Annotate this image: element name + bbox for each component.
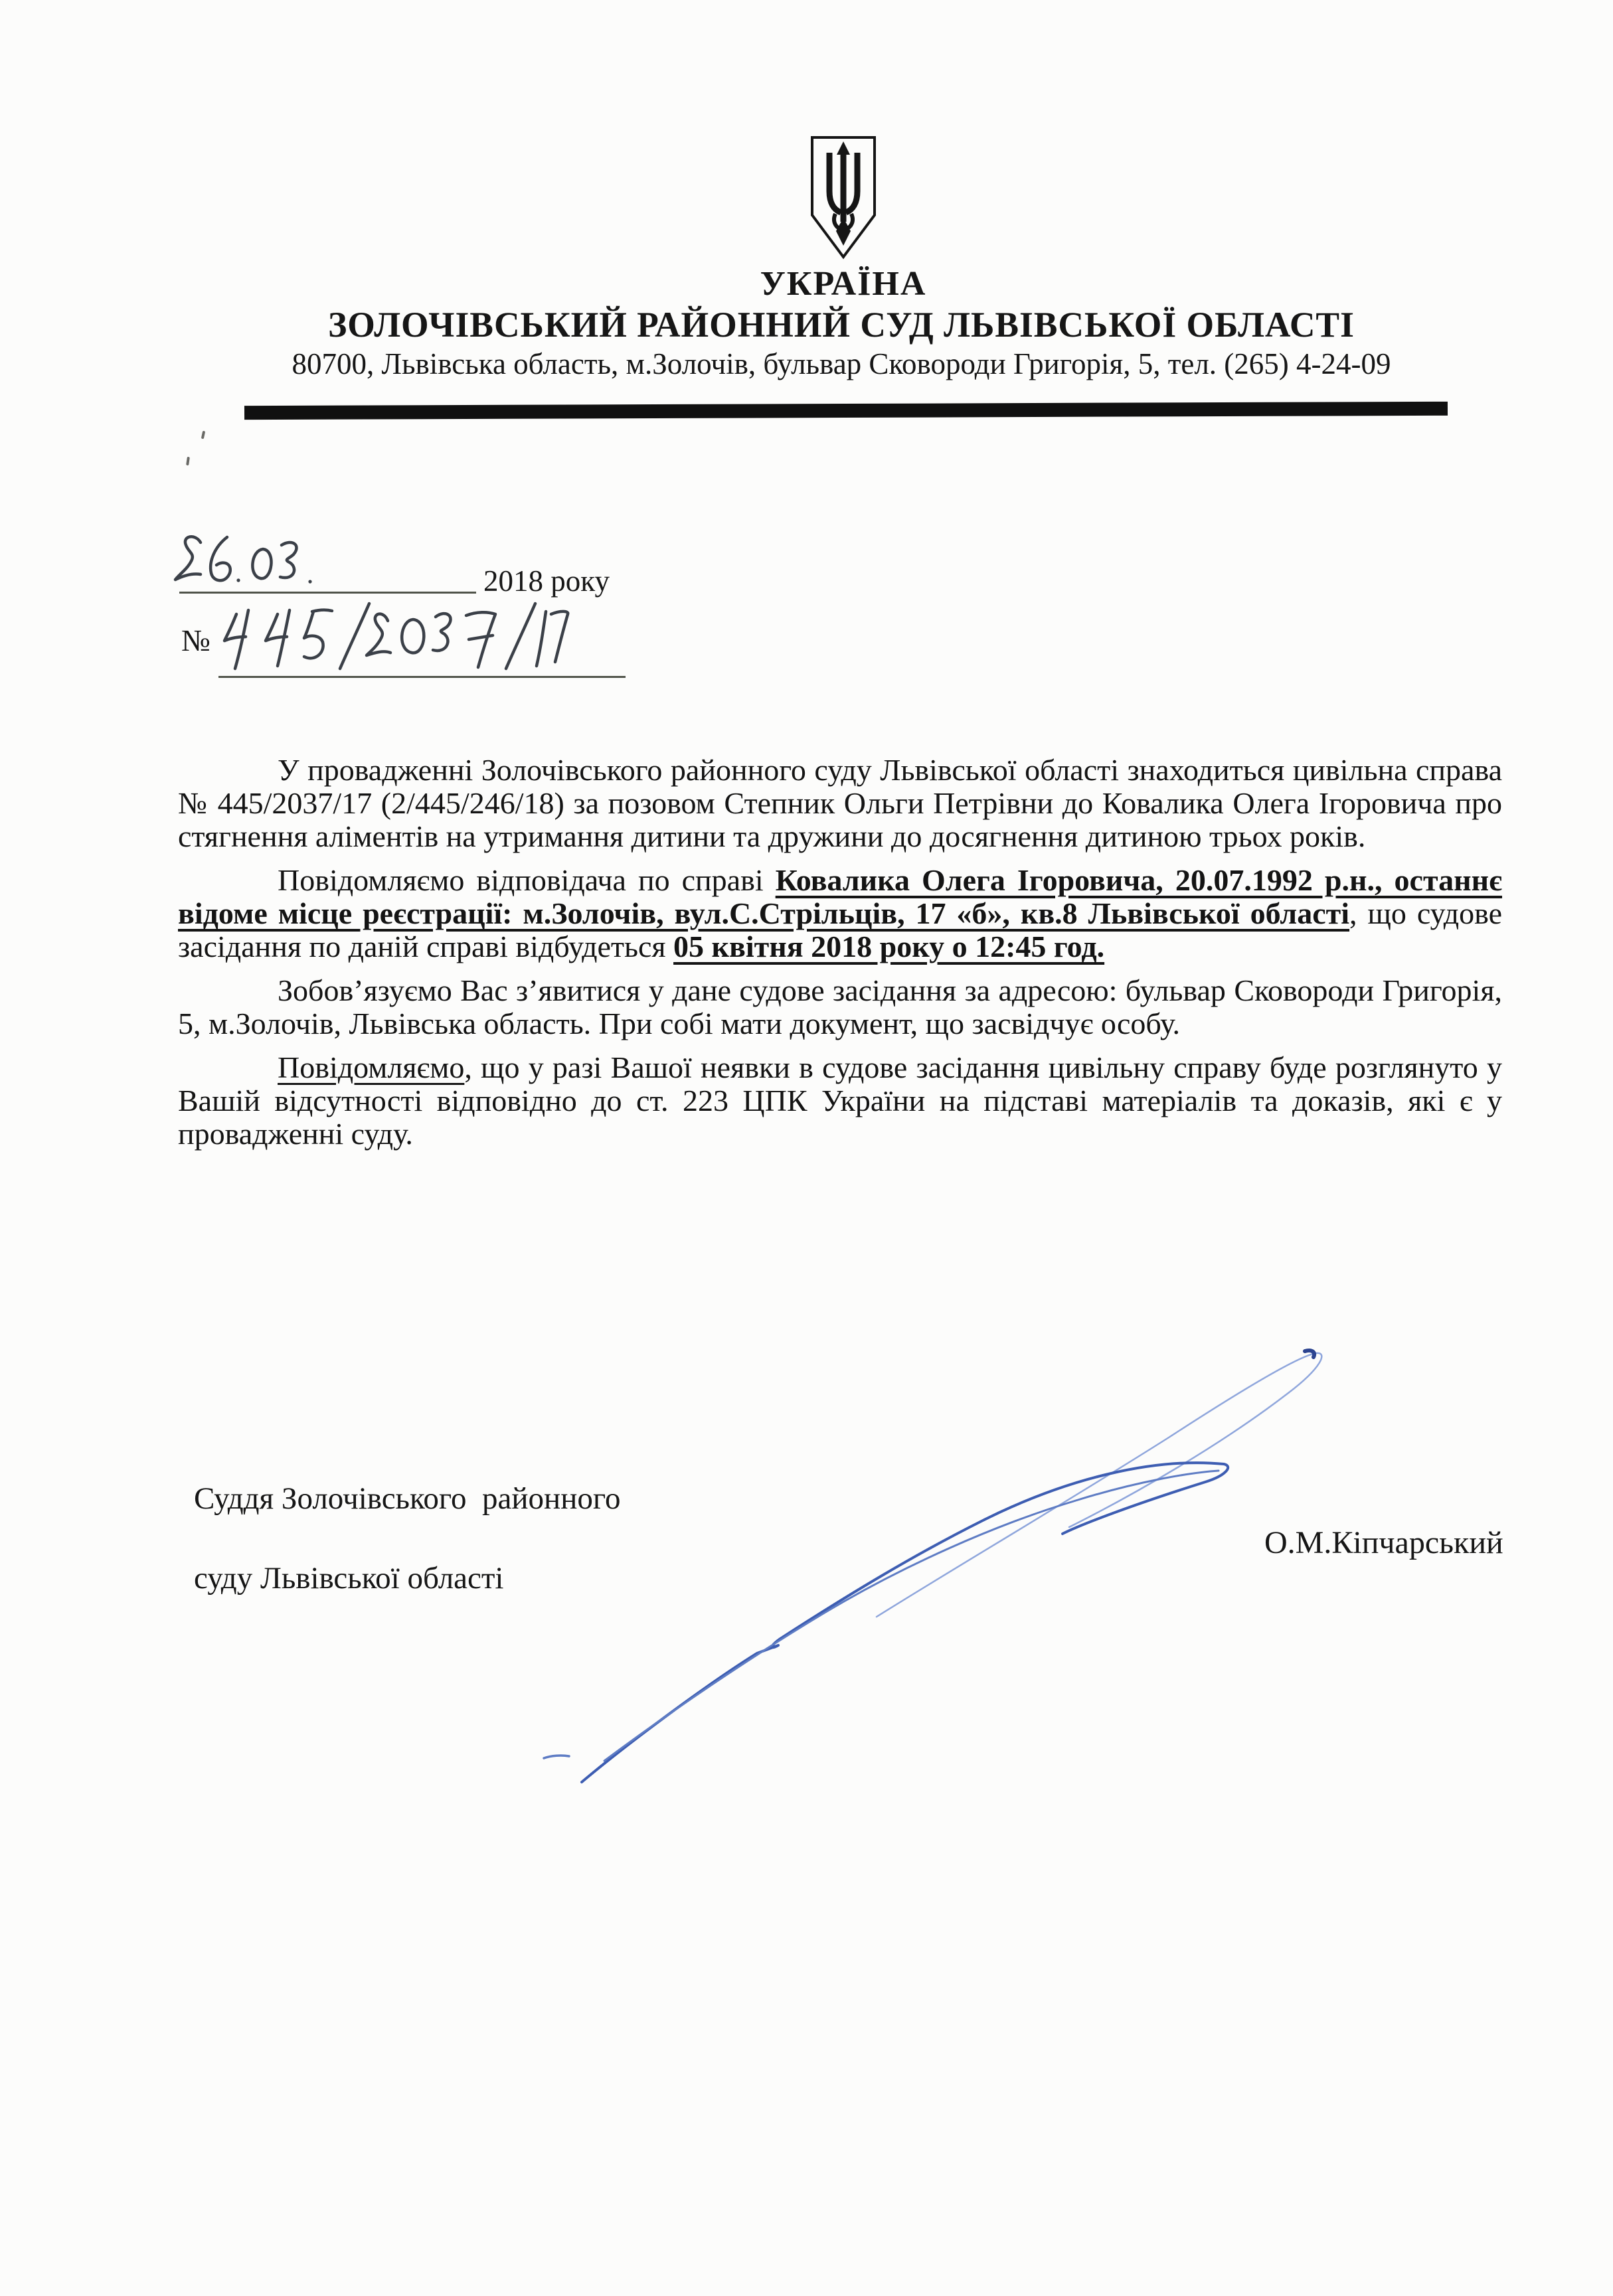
judge-name: О.М.Кіпчарський <box>1264 1525 1503 1560</box>
defendant-details: Ковалика Олега Ігоровича, 20.07.1992 р.н., останнє відоме місце реєстрації: м.Золочів, вул.С.Стрільців, 17 «б», кв.8 Львівської області <box>178 863 1503 930</box>
paragraph-absence-warning <box>178 1051 1502 1151</box>
country-title: УКРАЇНА <box>760 265 927 303</box>
handwritten-case-number <box>216 600 575 686</box>
court-address: 80700, Львівська область, м.Золочів, бульвар Сковороди Григорія, 5, тел. (265) 4-24-09 <box>292 347 1391 380</box>
date-underline <box>179 592 476 594</box>
case-number-underline <box>218 676 626 678</box>
notice-lead: Повідомляємо відповідача по справі <box>278 863 776 897</box>
warning-lead: Повідомляємо <box>278 1050 465 1084</box>
notice-middle: , що судове засідання по даній справі відбудеться <box>178 896 1503 963</box>
judge-title-line1: Суддя Золочівського районного <box>194 1481 621 1516</box>
number-sign: № <box>181 623 211 657</box>
letterhead-divider <box>244 402 1448 420</box>
appearance-obligation-text: Зобов’язуємо Вас з’явитися у дане судове засідання за адресою: бульвар Сковороди Григорія, 5, м.Золочів, Львівська область. При собі мати документ, що засвідчує особу. <box>178 973 1502 1040</box>
judge-signature-ink <box>505 1315 1368 1793</box>
letter-body <box>178 754 1502 1161</box>
date-year-suffix: 2018 року <box>483 564 610 598</box>
paragraph-case-info <box>178 754 1502 853</box>
paragraph-case-info-text: У провадженні Золочівського районного суду Львівської області знаходиться цивільна справа № 445/2037/17 (2/445/246/18) за позовом Степник Ольги Петрівни до Ковалика Олега Ігоровича про стягнення аліментів на утримання дитини та дружини до досягнення дитиною трьох років. <box>178 753 1502 853</box>
warning-rest: , що у разі Вашої неявки в судове засідання цивільну справу буде розглянуто у Вашій відсутності відповідно до ст. 223 ЦПК України на підставі матеріалів та доказів, які є у провадженні суду. <box>178 1050 1502 1151</box>
paragraph-appearance-obligation <box>178 974 1502 1040</box>
paragraph-defendant-notice <box>178 864 1502 963</box>
ukraine-coat-of-arms-icon <box>809 134 878 260</box>
scan-speck <box>186 457 190 465</box>
handwritten-date <box>171 529 337 595</box>
judge-title-line2: суду Львівської області <box>194 1561 504 1596</box>
court-name: ЗОЛОЧІВСЬКИЙ РАЙОННИЙ СУД ЛЬВІВСЬКОЇ ОБЛАСТІ <box>328 305 1355 345</box>
scan-speck <box>201 431 205 440</box>
hearing-datetime: 05 квітня 2018 року о 12:45 год. <box>673 930 1105 963</box>
